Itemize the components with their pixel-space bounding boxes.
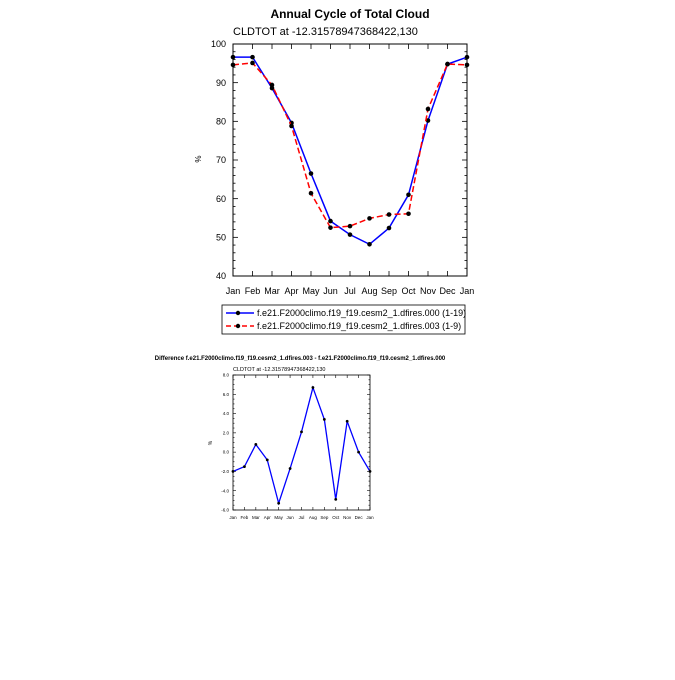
main-series-1-point <box>328 219 333 224</box>
diff-x-tick-label: Jun <box>286 515 294 520</box>
main-chart-plot <box>211 39 474 296</box>
main-x-tick-label: Oct <box>401 286 416 296</box>
main-x-tick-label: Jan <box>225 286 241 296</box>
main-series-2-point <box>387 212 392 217</box>
main-series-2-point <box>309 191 314 196</box>
main-y-tick-label: 40 <box>215 271 226 282</box>
diff-series-1-point <box>300 430 303 433</box>
main-series-1-point <box>231 55 236 60</box>
main-x-tick-label: Apr <box>284 286 299 296</box>
main-plot-frame <box>233 44 467 276</box>
main-series-2-point <box>270 83 275 88</box>
main-x-tick-label: Jul <box>344 286 356 296</box>
diff-x-tick-label: Sep <box>320 515 329 520</box>
diff-y-tick-label: -4.0 <box>221 488 229 494</box>
main-x-tick-label: Sep <box>380 286 398 296</box>
main-y-tick-label: 50 <box>215 232 226 243</box>
main-series-1-point <box>309 171 314 176</box>
diff-chart-ylabel: % <box>208 440 214 446</box>
main-chart-legend <box>222 305 466 334</box>
main-x-tick-label: Jun <box>323 286 338 296</box>
legend-label-series-2: f.e21.F2000climo.f19_f19.cesm2_1.dfires.003 (1-9) <box>257 321 462 331</box>
diff-series-1-point <box>323 418 326 421</box>
main-series-2-point <box>231 63 236 68</box>
main-y-tick-label: 100 <box>210 39 226 50</box>
diff-series-1-point <box>243 465 246 468</box>
main-x-tick-label: Mar <box>264 286 280 296</box>
main-x-tick-label: Nov <box>419 286 437 296</box>
diff-y-tick-label: 0.0 <box>222 449 229 455</box>
diff-y-tick-label: 4.0 <box>222 411 229 417</box>
diff-series-1-point <box>254 443 257 446</box>
main-series-2-point <box>348 224 353 229</box>
main-series-2-point <box>426 107 431 112</box>
main-series-2-point <box>406 211 411 216</box>
diff-x-tick-label: May <box>274 515 283 520</box>
main-x-tick-label: Dec <box>439 286 456 296</box>
main-series-1-line <box>233 57 467 244</box>
diff-x-tick-label: Mar <box>251 515 260 520</box>
main-y-tick-label: 90 <box>215 77 226 88</box>
diff-chart-title: Difference f.e21.F2000climo.f19_f19.cesm2_1.dfires.003 - f.e21.F2000climo.f19_f19.cesm2_1.dfires.000 <box>154 356 446 362</box>
diff-series-1-point <box>334 498 337 501</box>
main-y-tick-label: 60 <box>215 193 226 204</box>
diff-series-1-point <box>266 458 269 461</box>
main-series-1-point <box>348 232 353 237</box>
diff-series-1-point <box>312 386 315 389</box>
diff-chart-plot <box>221 373 374 520</box>
main-series-2-point <box>289 124 294 129</box>
diff-x-tick-label: Jul <box>298 515 305 520</box>
main-series-2-point <box>328 225 333 230</box>
main-series-1-point <box>406 193 411 198</box>
diff-y-tick-label: -6.0 <box>221 507 229 513</box>
main-x-tick-label: May <box>302 286 320 296</box>
main-series-2-point <box>445 62 450 67</box>
legend-label-series-1: f.e21.F2000climo.f19_f19.cesm2_1.dfires.000 (1-19) <box>257 308 467 318</box>
main-x-tick-label: Jan <box>459 286 475 296</box>
main-series-2-point <box>250 61 255 66</box>
legend-entry-series-1 <box>226 308 466 318</box>
diff-chart-subtitle: CLDTOT at -12.31578947368422,130 <box>233 367 326 373</box>
main-x-tick-label: Feb <box>244 286 261 296</box>
diff-series-1-point <box>277 502 280 505</box>
diff-plot-frame <box>233 375 370 510</box>
diff-series-1-point <box>346 420 349 423</box>
main-series-1-point <box>387 226 392 231</box>
main-series-2-point <box>367 216 372 221</box>
legend-marker-series-1 <box>236 311 240 315</box>
main-chart-subtitle: CLDTOT at -12.31578947368422,130 <box>233 26 418 38</box>
diff-x-tick-label: Oct <box>332 515 340 520</box>
diff-series-1-point <box>232 470 235 473</box>
main-series-1-point <box>250 55 255 60</box>
diff-x-tick-label: Jan <box>229 515 237 520</box>
main-chart-title: Annual Cycle of Total Cloud <box>270 7 430 21</box>
main-series-2-point <box>465 63 470 68</box>
diff-y-tick-label: 6.0 <box>222 391 229 397</box>
diff-x-tick-label: Dec <box>354 515 363 520</box>
diff-y-tick-label: 8.0 <box>222 372 229 378</box>
main-series-2-line <box>233 63 467 228</box>
diff-y-tick-label: -2.0 <box>221 469 229 475</box>
diff-x-tick-label: Jan <box>366 515 374 520</box>
diff-x-tick-label: Feb <box>240 515 249 520</box>
diff-y-tick-label: 2.0 <box>222 430 229 436</box>
diff-x-tick-label: Apr <box>263 515 271 520</box>
main-y-tick-label: 70 <box>215 155 226 166</box>
diff-series-1-point <box>369 470 372 473</box>
diff-x-tick-label: Aug <box>308 515 317 520</box>
main-series-1-point <box>367 242 372 247</box>
diff-x-tick-label: Nov <box>343 515 352 520</box>
main-chart-ylabel: % <box>194 155 203 163</box>
diff-series-1-point <box>357 451 360 454</box>
diff-series-1-point <box>289 467 292 470</box>
legend-entry-series-2 <box>226 321 461 331</box>
legend-marker-series-2 <box>236 324 240 328</box>
main-y-tick-label: 80 <box>215 116 226 127</box>
main-series-1-point <box>465 55 470 60</box>
main-x-tick-label: Aug <box>361 286 378 296</box>
diff-series-1-line <box>233 388 370 504</box>
